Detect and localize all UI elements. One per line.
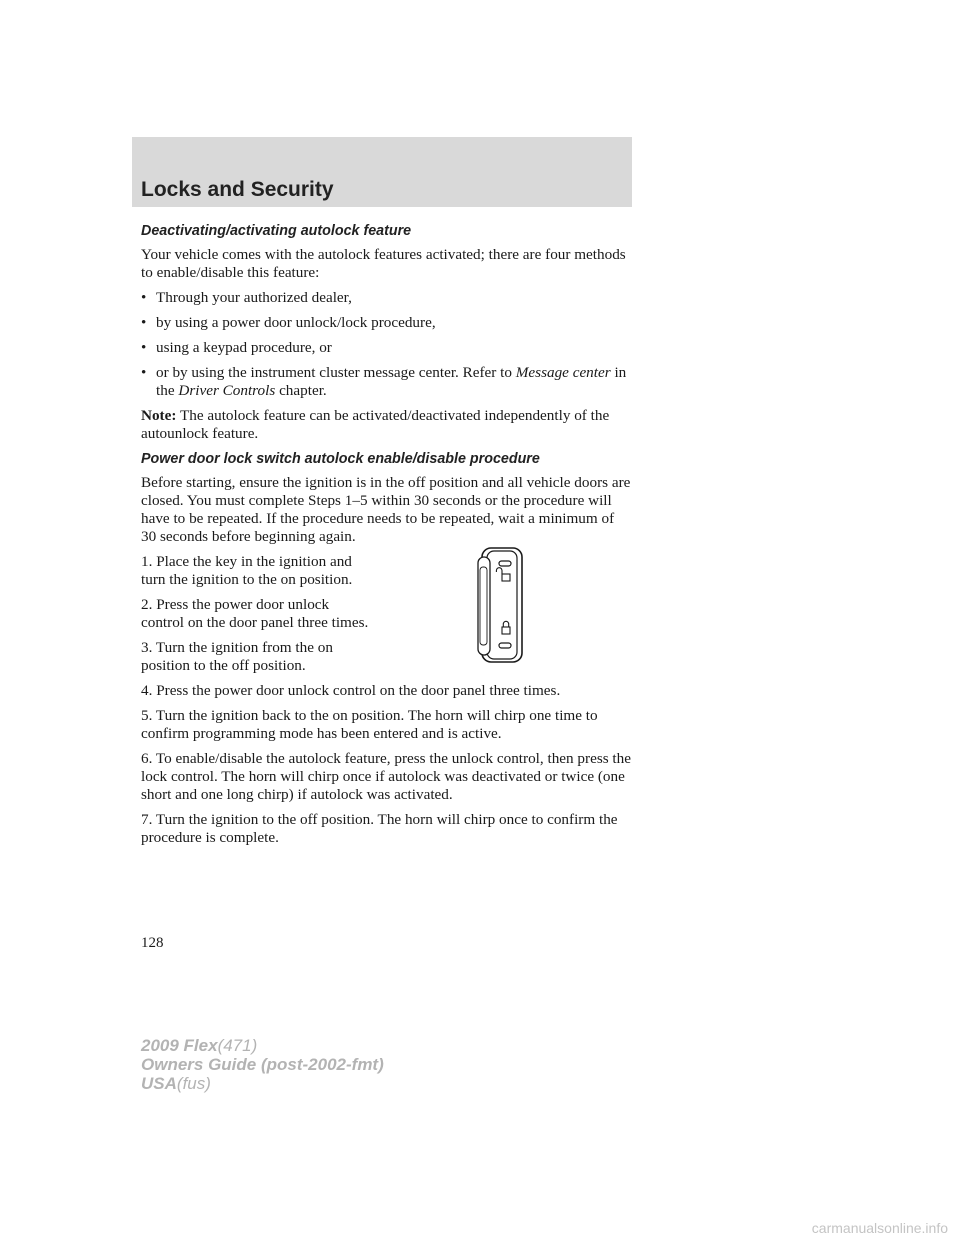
list-item: [141, 339, 631, 357]
message-center-reference: Message center: [515, 364, 611, 381]
list-item-text-after: chapter.: [275, 382, 327, 399]
list-item: [141, 289, 631, 307]
list-item-text: Through your authorized dealer,: [156, 289, 352, 306]
step-1: 1. Place the key in the ignition and turn the ignition to the on position.: [141, 553, 353, 588]
list-item-text-before: or by using the instrument cluster message center. Refer to: [156, 364, 516, 381]
autolock-intro: Your vehicle comes with the autolock features activated; there are four methods to enable/disable this feature:: [141, 246, 626, 281]
step-4: 4. Press the power door unlock control on the door panel three times.: [141, 682, 561, 699]
footer-market-line: [141, 1074, 384, 1093]
page-number: 128: [141, 935, 164, 951]
procedure-intro: Before starting, ensure the ignition is in the off position and all vehicle doors are closed. You must complete Steps 1–5 within 30 seconds or the procedure will have to be repeated. If the procedure needs to be repeated, wait a minimum of 30 seconds before beginning again.: [141, 474, 631, 545]
footer-model-line: [141, 1036, 384, 1055]
section-title: Locks and Security: [141, 178, 334, 201]
footer-guide-line: Owners Guide (post-2002-fmt): [141, 1055, 384, 1074]
bullet-icon: •: [141, 314, 147, 331]
footer-model: 2009 Flex: [141, 1036, 218, 1055]
step-5: 5. Turn the ignition back to the on position. The horn will chirp one time to confirm programming mode has been entered and is active.: [141, 707, 598, 742]
list-item: [141, 364, 631, 400]
footer-market: USA: [141, 1074, 177, 1093]
bullet-icon: •: [141, 364, 147, 381]
note-paragraph: [141, 407, 631, 443]
autolock-heading: Deactivating/activating autolock feature: [141, 223, 412, 239]
method-list: [141, 289, 631, 400]
step-7: 7. Turn the ignition to the off position. The horn will chirp once to confirm the procedure is complete.: [141, 811, 618, 846]
list-item-text: using a keypad procedure, or: [156, 339, 332, 356]
page-content: [141, 222, 631, 854]
procedure-heading: Power door lock switch autolock enable/disable procedure: [141, 451, 540, 467]
note-text: The autolock feature can be activated/deactivated independently of the autounlock feature.: [141, 407, 610, 442]
footer-market-code: (fus): [176, 1074, 211, 1093]
note-label: Note:: [141, 407, 177, 424]
bullet-icon: •: [141, 339, 147, 356]
bullet-icon: •: [141, 289, 147, 306]
list-item: [141, 314, 631, 332]
list-item-text-mid: in the: [156, 364, 627, 399]
footer-model-code: (471): [217, 1036, 258, 1055]
watermark: carmanualsonline.info: [811, 1220, 948, 1236]
driver-controls-reference: Driver Controls: [178, 382, 276, 399]
step-2: 2. Press the power door unlock control on the door panel three times.: [141, 596, 369, 631]
list-item-text: by using a power door unlock/lock procedure,: [156, 314, 436, 331]
step-3: 3. Turn the ignition from the on position to the off position.: [141, 639, 333, 674]
power-door-lock-switch-illustration: [476, 547, 526, 665]
step-6: 6. To enable/disable the autolock feature, press the unlock control, then press the lock control. The horn will chirp once if autolock was deactivated or twice (one short and one long chirp) if autolock was activated.: [141, 750, 631, 803]
document-footer: [141, 1036, 384, 1093]
